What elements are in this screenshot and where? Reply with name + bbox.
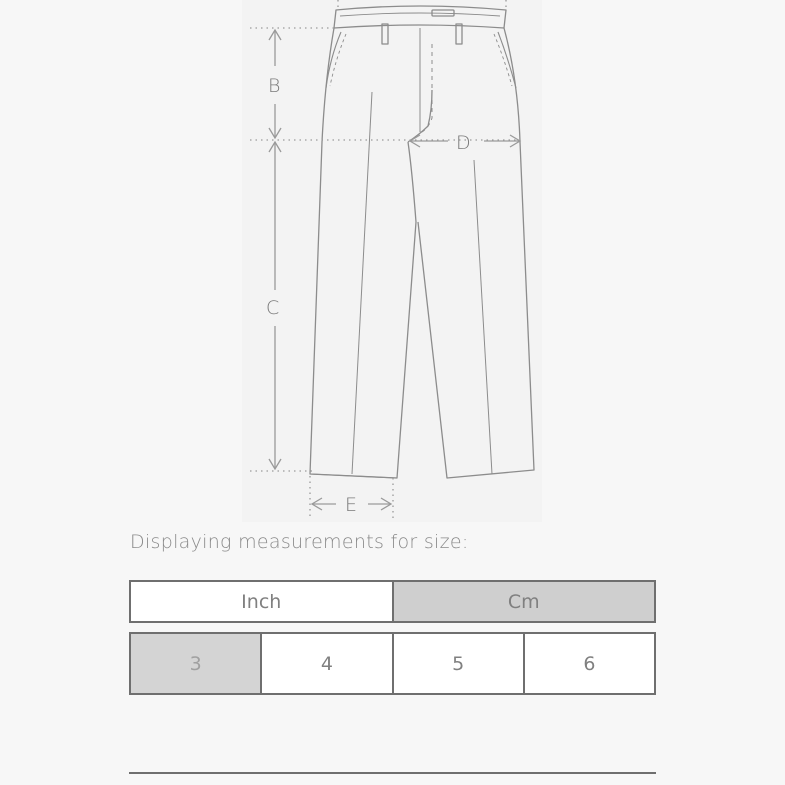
dimension-label-d: D — [456, 132, 471, 154]
dimension-label-e: E — [345, 494, 358, 516]
size-caption: Displaying measurements for size: — [130, 531, 469, 553]
unit-toggle — [129, 580, 656, 623]
diagram-backdrop — [242, 0, 542, 522]
unit-button-cm[interactable]: Cm — [392, 582, 655, 621]
unit-button-inch[interactable]: Inch — [131, 582, 392, 621]
size-button-5[interactable]: 5 — [392, 634, 523, 693]
size-button-6[interactable]: 6 — [523, 634, 654, 693]
size-selector — [129, 632, 656, 695]
dimension-label-b: B — [268, 75, 281, 97]
dimension-label-c: C — [266, 297, 280, 319]
bottom-divider — [129, 772, 656, 774]
size-button-4[interactable]: 4 — [260, 634, 391, 693]
size-button-3[interactable]: 3 — [131, 634, 260, 693]
